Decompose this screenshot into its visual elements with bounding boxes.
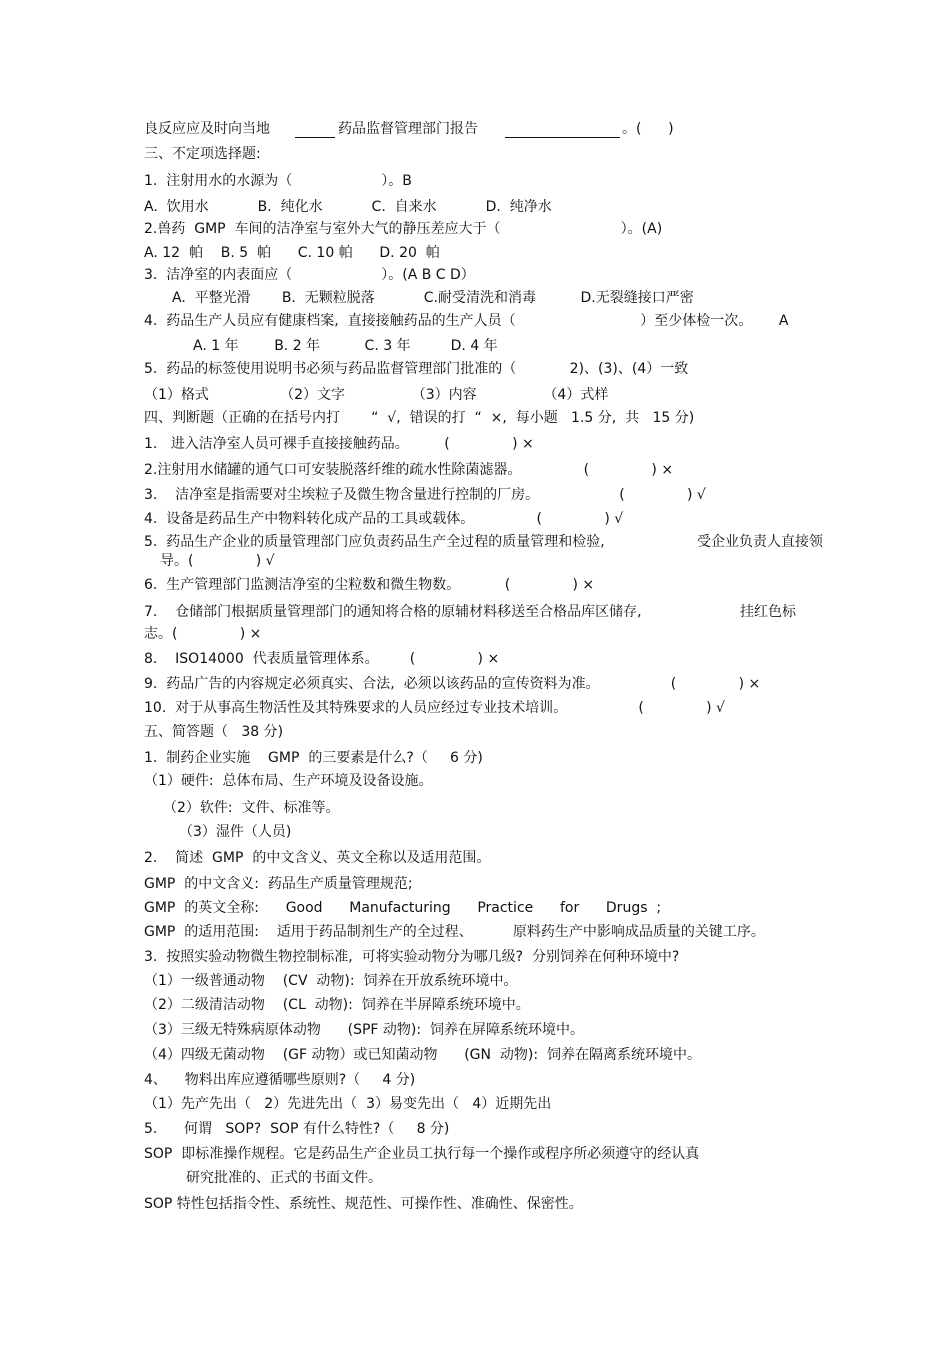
answer-line: GMP 的适用范围: 适用于药品制剂生产的全过程、 原料药生产中影响成品质量的关键工序。 — [144, 924, 765, 940]
answer-line: （3）三级无特殊病原体动物 (SPF 动物): 饲养在屏障系统环境中。 — [144, 1022, 584, 1038]
text-line: 药品监督管理部门报告 — [338, 121, 478, 137]
options: （1）格式 （2）文字 （3）内容 （4）式样 — [144, 387, 609, 403]
answer-line: （1）一级普通动物 (CV 动物): 饲养在开放系统环境中。 — [144, 973, 518, 989]
options: A. 12 帕 B. 5 帕 C. 10 帕 D. 20 帕 — [144, 245, 440, 261]
judgement-item: 3. 洁净室是指需要对尘埃粒子及微生物含量进行控制的厂房。 ( ) √ — [144, 487, 706, 503]
section-heading: 四、判断题（正确的在括号内打 “ √, 错误的打 “ ×, 每小题 1.5 分, 共 15 分) — [144, 410, 695, 426]
judgement-item-cont: 挂红色标 — [740, 604, 796, 620]
answer-line: GMP 的英文全称: Good Manufacturing Practice for Drugs ; — [144, 900, 662, 916]
answer-line: GMP 的中文含义: 药品生产质量管理规范; — [144, 876, 413, 892]
answer-line: （2）二级清洁动物 (CL 动物): 饲养在半屏障系统环境中。 — [144, 997, 530, 1013]
options: A. 平整光滑 B. 无颗粒脱落 C.耐受清洗和消毒 D.无裂缝接口严密 — [172, 290, 694, 306]
judgement-item: 10. 对于从事高生物活性及其特殊要求的人员应经过专业技术培训。 ( ) √ — [144, 700, 725, 716]
judgement-item-cont: 志。( ) × — [144, 626, 262, 642]
question: 1. 制药企业实施 GMP 的三要素是什么?（ 6 分) — [144, 750, 483, 766]
question: 2. 简述 GMP 的中文含义、英文全称以及适用范围。 — [144, 850, 491, 866]
options: A. 饮用水 B. 纯化水 C. 自来水 D. 纯净水 — [144, 199, 552, 215]
answer-line: 研究批准的、正式的书面文件。 — [186, 1170, 382, 1186]
judgement-item-cont: 导。( ) √ — [160, 553, 275, 569]
answer-line: （1）先产先出（ 2）先进先出（ 3）易变先出（ 4）近期先出 — [144, 1096, 552, 1112]
judgement-item: 7. 仓储部门根据质量管理部门的通知将合格的原辅材料移送至合格品库区储存, — [144, 604, 642, 620]
judgement-item: 6. 生产管理部门监测洁净室的尘粒数和微生物数。 ( ) × — [144, 577, 595, 593]
text-line: 。( ) — [622, 121, 674, 137]
judgement-item: 5. 药品生产企业的质量管理部门应负责药品生产全过程的质量管理和检验, — [144, 534, 605, 550]
text-line: 良反应应及时向当地 — [144, 121, 270, 137]
question: 5. 何谓 SOP? SOP 有什么特性?（ 8 分) — [144, 1121, 450, 1137]
question: 2.兽药 GMP 车间的洁净室与室外大气的静压差应大于（ ）。(A) — [144, 221, 663, 237]
answer-line: （1）硬件: 总体布局、生产环境及设备设施。 — [144, 773, 433, 789]
judgement-item-cont: 受企业负责人直接领 — [697, 534, 823, 550]
blank-underline — [295, 137, 335, 138]
question: 3. 洁净室的内表面应（ ）。(A B C D） — [144, 267, 475, 283]
answer-line: （4）四级无菌动物 (GF 动物）或已知菌动物 (GN 动物): 饲养在隔离系统环境中。 — [144, 1047, 701, 1063]
section-heading: 五、简答题（ 38 分) — [144, 724, 284, 740]
question: 4. 药品生产人员应有健康档案, 直接接触药品的生产人员（ ）至少体检一次。 A — [144, 313, 789, 329]
blank-underline — [505, 137, 620, 138]
question: 5. 药品的标签使用说明书必须与药品监督管理部门批准的（ 2)、(3)、(4）一致 — [144, 361, 689, 377]
answer-line: SOP 特性包括指令性、系统性、规范性、可操作性、准确性、保密性。 — [144, 1196, 583, 1212]
judgement-item: 9. 药品广告的内容规定必须真实、合法, 必须以该药品的宣传资料为准。 ( ) × — [144, 676, 761, 692]
section-heading: 三、不定项选择题: — [144, 146, 261, 162]
judgement-item: 1. 进入洁净室人员可裸手直接接触药品。 ( ) × — [144, 436, 534, 452]
judgement-item: 8. ISO14000 代表质量管理体系。 ( ) × — [144, 651, 500, 667]
options: A. 1 年 B. 2 年 C. 3 年 D. 4 年 — [193, 338, 498, 354]
answer-line: （2）软件: 文件、标准等。 — [163, 800, 340, 816]
question: 4、 物料出库应遵循哪些原则?（ 4 分) — [144, 1072, 416, 1088]
judgement-item: 4. 设备是药品生产中物料转化成产品的工具或载体。 ( ) √ — [144, 511, 624, 527]
answer-line: SOP 即标准操作规程。它是药品生产企业员工执行每一个操作或程序所必须遵守的经认真 — [144, 1146, 700, 1162]
question: 3. 按照实验动物微生物控制标准, 可将实验动物分为哪几级? 分别饲养在何种环境中? — [144, 949, 680, 965]
answer-line: （3）湿件（人员) — [179, 824, 292, 840]
judgement-item: 2.注射用水储罐的通气口可安装脱落纤维的疏水性除菌滤器。 ( ) × — [144, 462, 674, 478]
question: 1. 注射用水的水源为（ ）。B — [144, 173, 412, 189]
